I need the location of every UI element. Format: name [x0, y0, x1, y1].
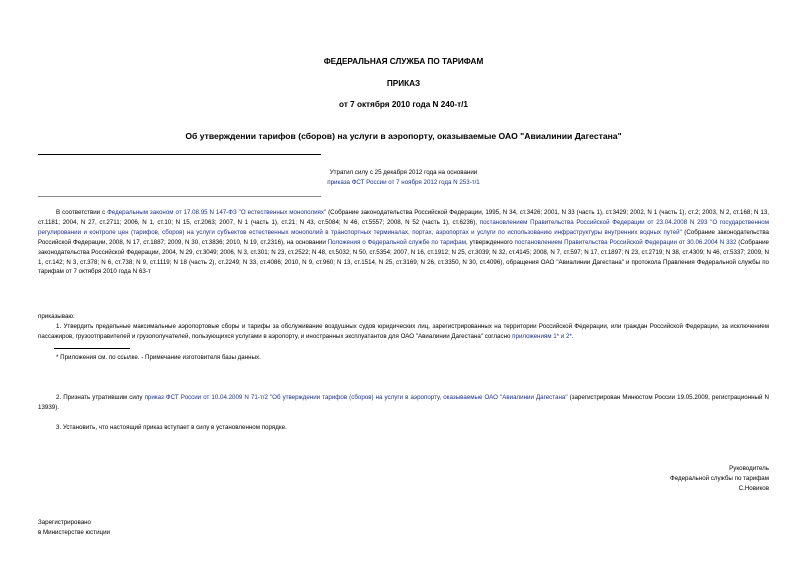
- signature-block: [500, 464, 769, 494]
- footnote-divider: [54, 348, 130, 349]
- divider: [38, 196, 321, 197]
- government-decree-332-link[interactable]: постановлением Правительства Российской Федерации от 30.06.2004 N 332: [514, 238, 737, 246]
- preamble-text: , утвержденного: [465, 238, 515, 246]
- divider: [38, 154, 321, 155]
- registration-line: Зарегистрировано: [38, 519, 91, 526]
- footnote: * Приложения см. по ссылке. - Примечание изготовителя базы данных.: [56, 354, 261, 361]
- order-word: приказываю:: [38, 313, 75, 320]
- order-item-text: 1. Утвердить предельные максимальные аэропортовые сборы и тарифы за обслуживание воздушных судов юридических лиц, зарегистрированных на территории Российской Федерации, или граждан Российской Федерации, за исключением пассажиров, грузоотправителей и грузополучателей, пользующихся услугами в аэропорту, и иностранных эксплуатантов для ОАО "Авиалинии Дагестана" согласно: [38, 323, 769, 340]
- order-item-text: 2. Признать утратившим силу: [56, 394, 145, 401]
- registration-block: [38, 518, 110, 538]
- fst-regulation-link[interactable]: Положения о Федеральной службе по тарифам: [327, 238, 466, 246]
- status-text: Утратил силу с 25 декабря 2012 года на основании: [329, 169, 478, 176]
- order-item-1: [38, 322, 769, 342]
- order-item-text: (зарегистрирован Минюстом России 19.05.2009, регистрационный N 13939).: [38, 394, 769, 411]
- preamble-text: (Собрание законодательства Российской Федерации, 2008, N 17, ст.1887; 2009, N 30, ст.3836; 2010, N 19, ст.2316), на основании: [38, 228, 769, 246]
- document-date-number: от 7 октября 2010 года N 240-т/1: [339, 100, 468, 109]
- appendix-link[interactable]: приложениям 1* и 2*: [512, 332, 572, 340]
- preamble-text: (Собрание законодательства Российской Федерации, 1995, N 34, ст.3426; 2001, N 33 (часть 1), ст.3429; 2002, N 1 (часть 1), ст.2; 2003, N 2, ст.168; N 13, ст.1181; 2004, N 27, ст.2711; 2006, N 1, ст.10; N 15, ст.2063; 2007, N 1 (часть 1), ст.21; N 43, ст.5084; N 46, ст.5557; 2008, N 52 (часть 1), ст.6236),: [38, 209, 769, 226]
- registration-line: в Министерстве юстиции: [38, 528, 111, 536]
- government-decree-293-link[interactable]: постановлением Правительства Российской Федерации от 23.04.2008 N 293 "О государственном регулировании и контроле цен (тарифов, сборов) на услуги субъектов естественных монополий в транспортных терминалах, портах, аэропортах и услуги по использованию инфраструктуры внутренних водных путей": [38, 218, 769, 236]
- order-item-text: .: [571, 332, 574, 340]
- federal-law-link[interactable]: Федеральным законом от 17.08.95 N 147-ФЗ "О естественных монополиях": [107, 209, 327, 216]
- status-note: [0, 168, 807, 188]
- agency-name: ФЕДЕРАЛЬНАЯ СЛУЖБА ПО ТАРИФАМ: [323, 57, 484, 66]
- signature-organization: Федеральной службы по тарифам: [670, 474, 769, 482]
- signature-position: Руководитель: [729, 465, 769, 472]
- order-item-3: 3. Установить, что настоящий приказ вступает в силу в установленном порядке.: [56, 424, 287, 431]
- document-title: Об утверждении тарифов (сборов) на услуги в аэропорту, оказываемые ОАО "Авиалинии Дагестана": [185, 131, 622, 141]
- document-type: ПРИКАЗ: [386, 79, 421, 88]
- order-item-2: [38, 393, 769, 413]
- signature-name: С.Новиков: [738, 484, 769, 492]
- repealed-order-link[interactable]: приказ ФСТ России от 10.04.2009 N 71-т/2 "Об утверждении тарифов (сборов) на услуги в аэропорту, оказываемые ОАО "Авиалинии Дагестана": [144, 394, 568, 401]
- preamble-text: (Собрание законодательства Российской Федерации, 2004, N 29, ст.3049; 2006, N 3, ст.301; N 23, ст.2522; N 48, ст.5032; N 50, ст.5354; 2007, N 16, ст.1912; N 25, ст.3039; N 32, ст.4145; 2008, N 7, ст.597; N 17, ст.1897; N 23, ст.2719; N 38, ст.4309; N 46, ст.5337; 2009, N 1, ст.142; N 3, ст.378; N 6, ст.738; N 9, ст.1119; N 18 (часть 2), ст.2249; N 33, ст.4086; 2010, N 9, ст.960; N 13, ст.1514, N 25, ст.3169, N 26, ст.3350, N 30, ст.4096), обращения ОАО "Авиалинии Дагестана" и протокола Правления Федеральной службы по тарифам от 7 октября 2010 года N 63-т: [38, 238, 770, 276]
- preamble-text: В соответствии с: [56, 209, 108, 216]
- status-link[interactable]: приказа ФСТ России от 7 ноября 2012 года N 253-т/1: [327, 178, 480, 186]
- preamble-paragraph: [38, 208, 769, 277]
